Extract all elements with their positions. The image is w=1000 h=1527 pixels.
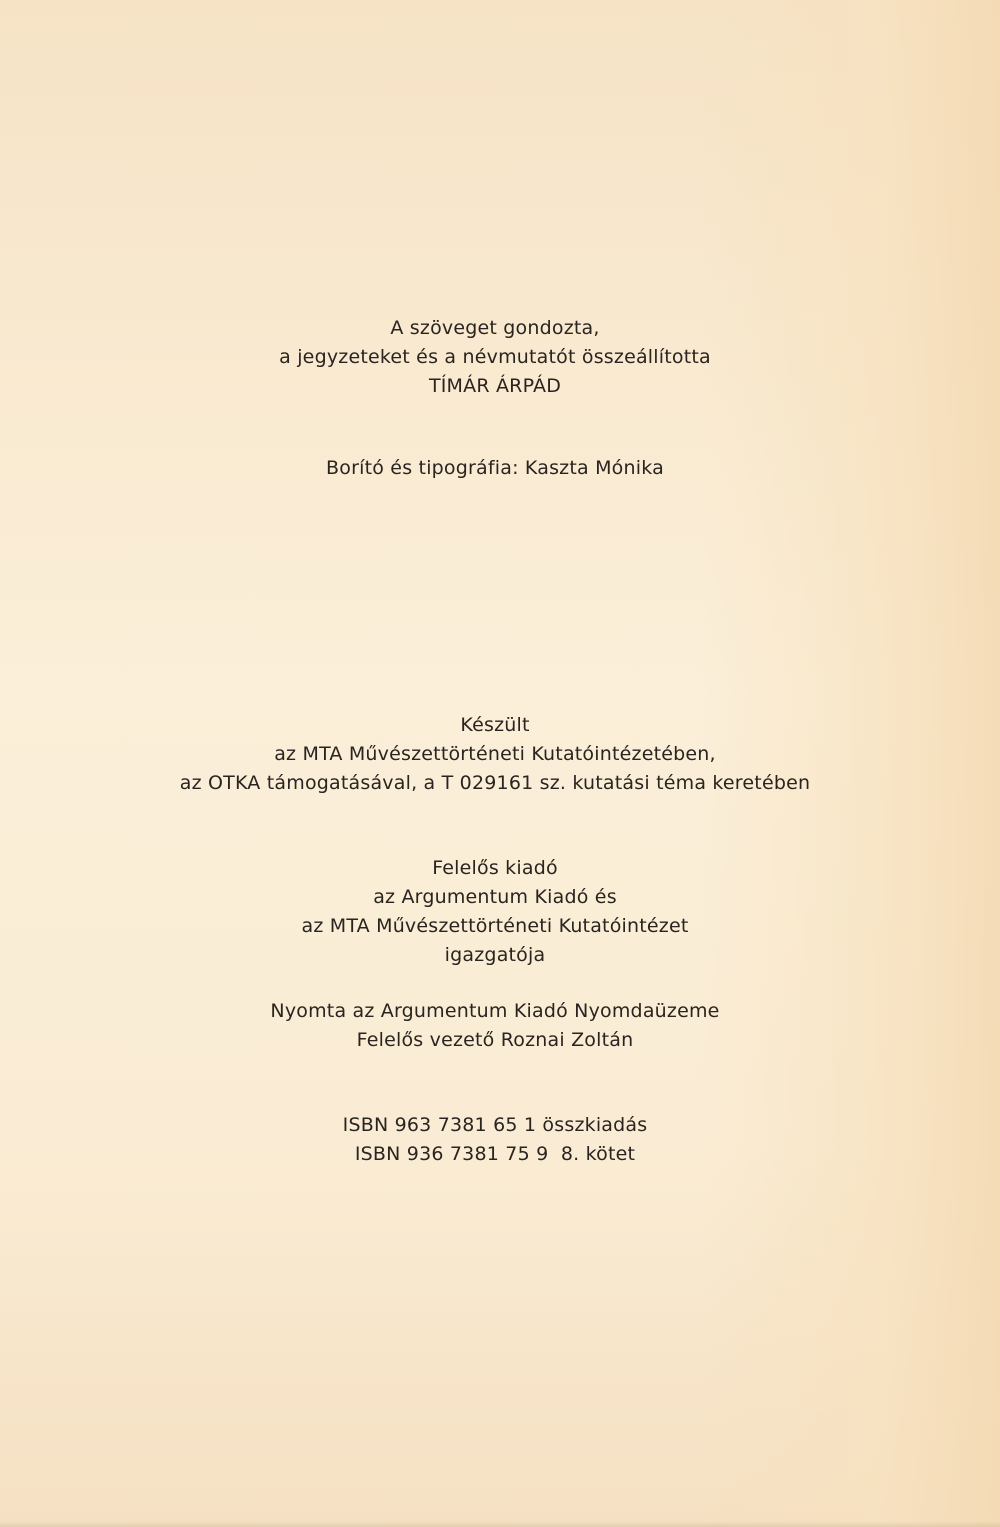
publisher-line-1: Felelős kiadó bbox=[432, 857, 558, 879]
publisher-credit bbox=[0, 854, 990, 970]
editor-line-2: a jegyzeteket és a névmutatót összeállította bbox=[279, 346, 711, 368]
publisher-line-3: az MTA Művészettörténeti Kutatóintézet bbox=[301, 915, 689, 937]
publisher-line-2: az Argumentum Kiadó és bbox=[373, 886, 617, 908]
made-line-1: Készült bbox=[460, 714, 530, 736]
made-line-2: az MTA Művészettörténeti Kutatóintézetében, bbox=[274, 743, 716, 765]
printer-line-2: Felelős vezető Roznai Zoltán bbox=[356, 1029, 634, 1051]
cover-credit bbox=[0, 454, 990, 483]
editor-name: TÍMÁR ÁRPÁD bbox=[428, 375, 562, 397]
editor-credit bbox=[0, 314, 990, 401]
publisher-line-4: igazgatója bbox=[444, 944, 546, 966]
made-line-3: az OTKA támogatásával, a T 029161 sz. kutatási téma keretében bbox=[179, 772, 811, 794]
isbn-block bbox=[0, 1111, 990, 1169]
institution-credit bbox=[0, 711, 990, 798]
cover-line: Borító és tipográfia: Kaszta Mónika bbox=[326, 457, 664, 479]
editor-line-1: A szöveget gondozta, bbox=[390, 317, 600, 339]
isbn-line-2: ISBN 936 7381 75 9 8. kötet bbox=[354, 1143, 636, 1165]
isbn-line-1: ISBN 963 7381 65 1 összkiadás bbox=[342, 1114, 648, 1136]
printer-credit bbox=[0, 997, 990, 1055]
printer-line-1: Nyomta az Argumentum Kiadó Nyomdaüzeme bbox=[270, 1000, 720, 1022]
